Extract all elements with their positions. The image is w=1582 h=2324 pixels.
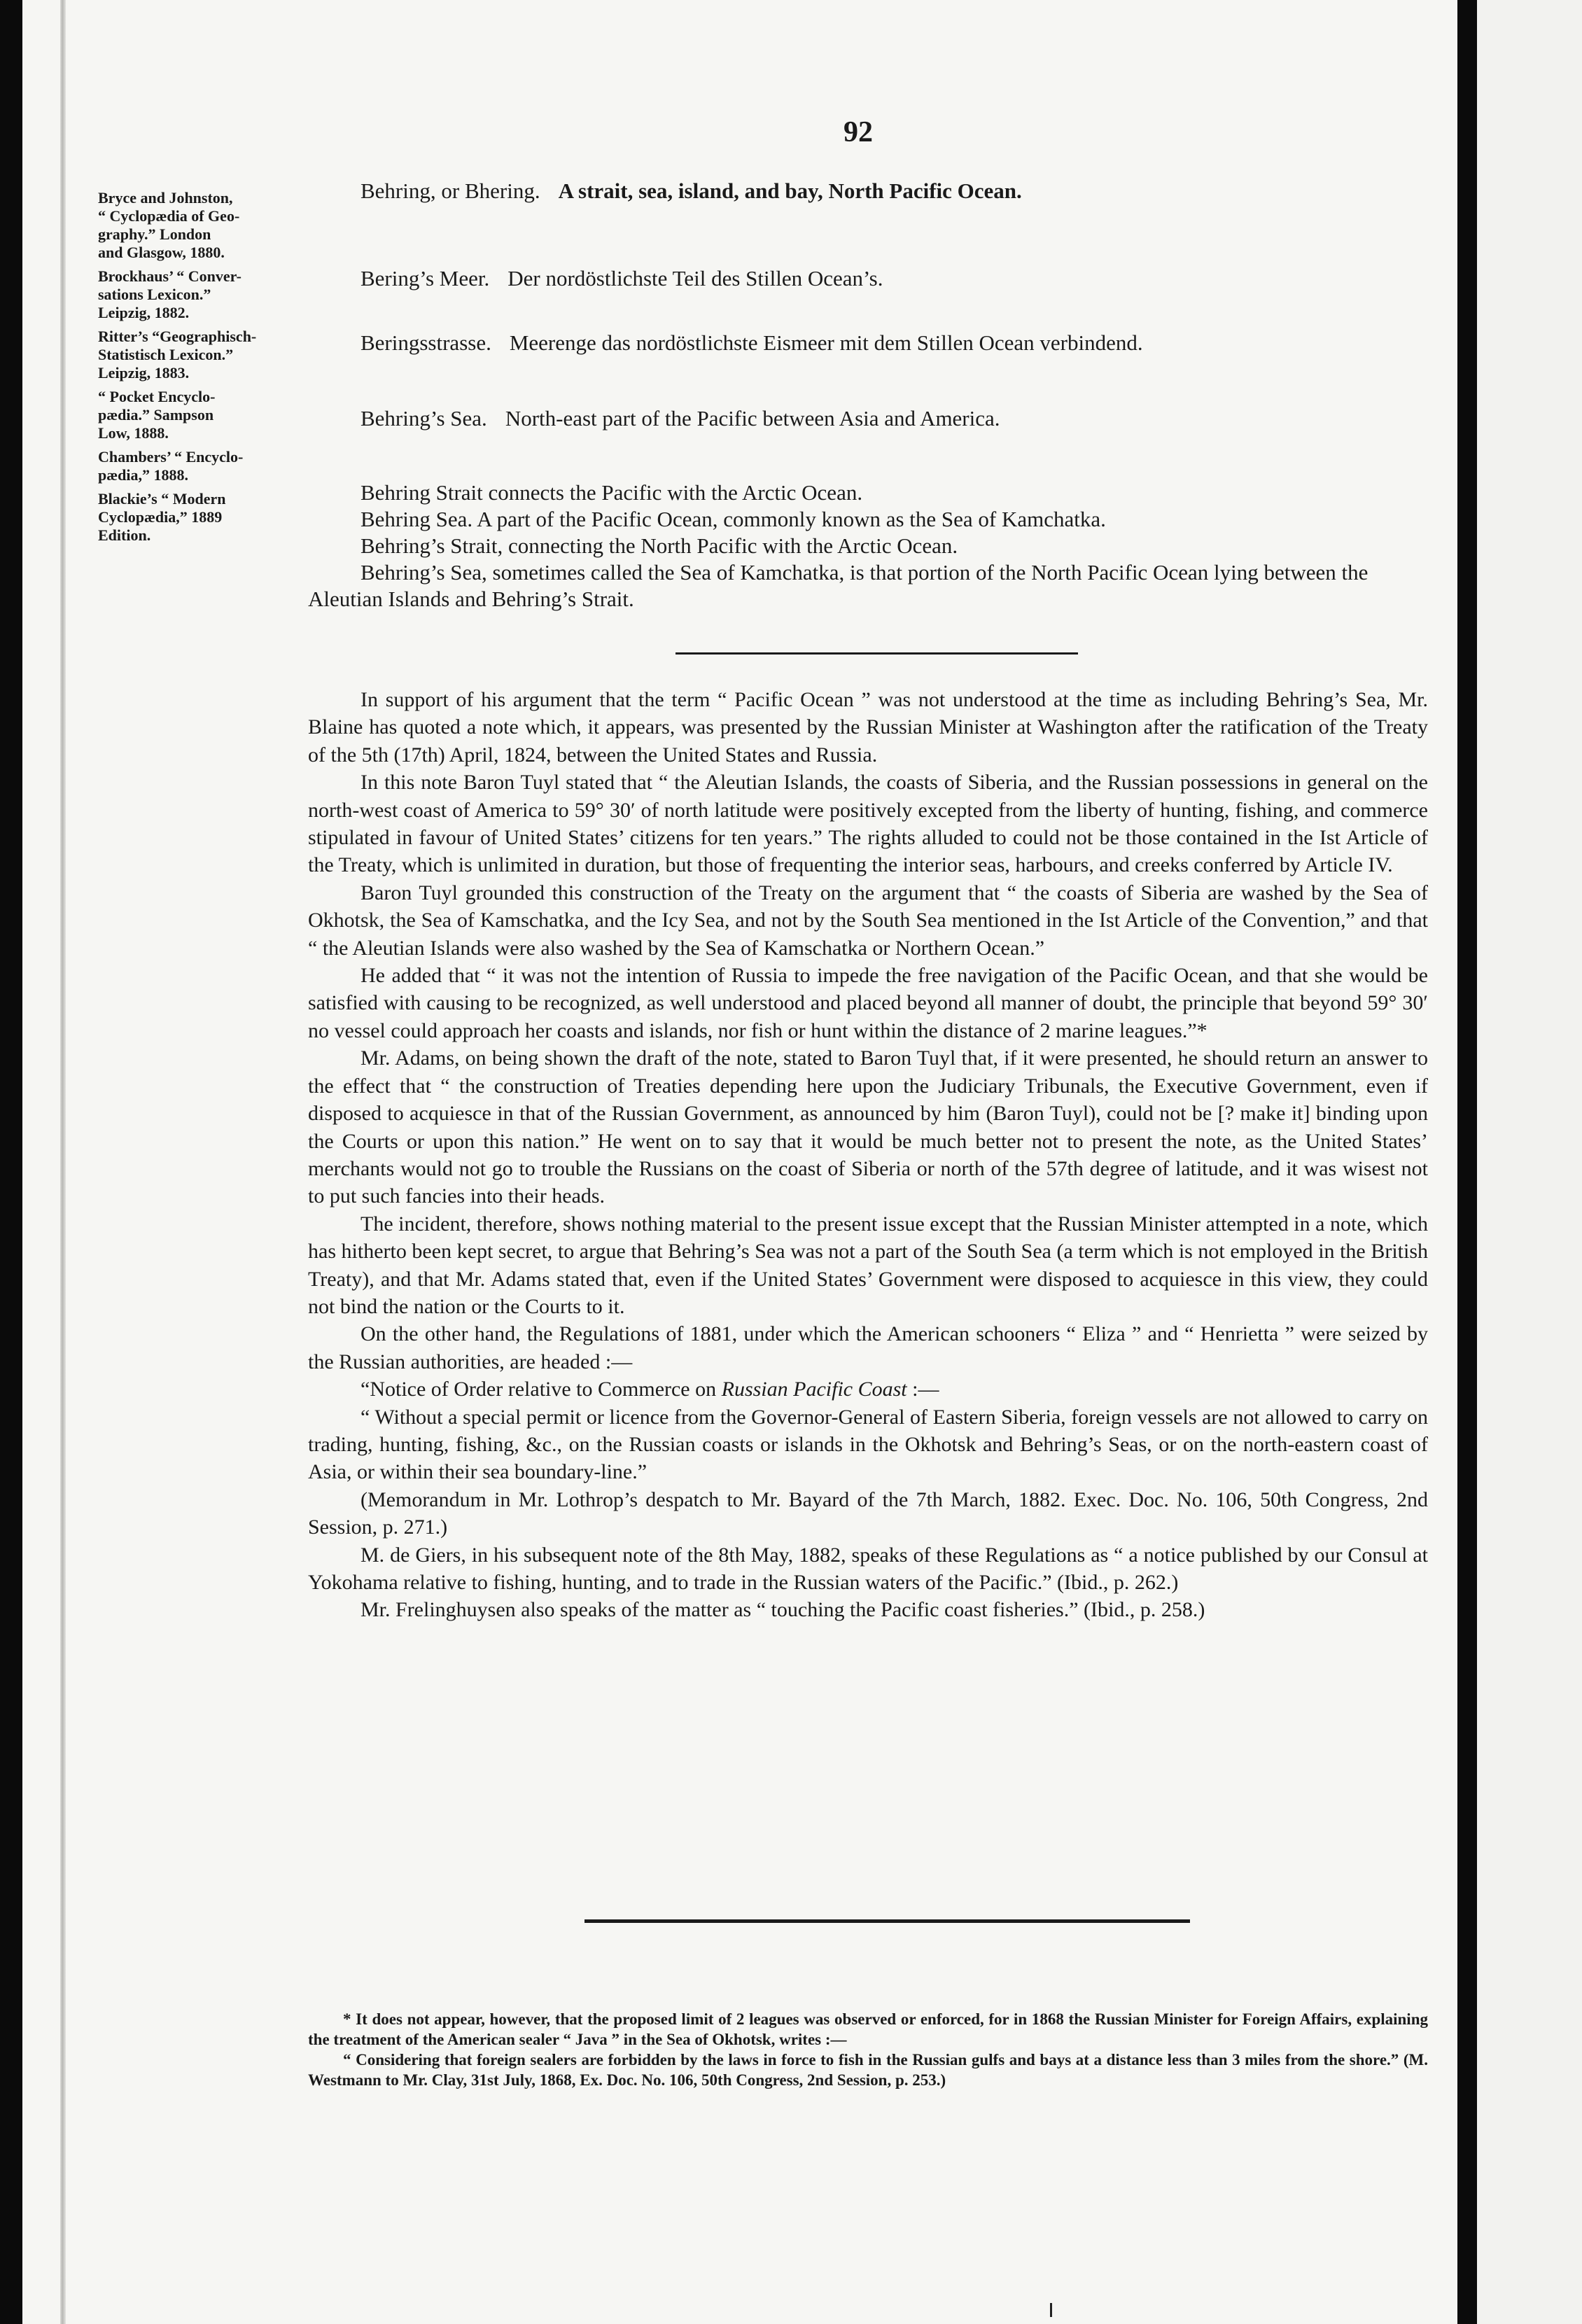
definition-text: Der nordöstlichste Teil des Stillen Ocean’s. — [507, 266, 883, 290]
paragraph: (Memorandum in Mr. Lothrop’s despatch to Mr. Bayard of the 7th March, 1882. Exec. Doc. No. 106, 50th Congress, 2nd Session, p. 271.) — [308, 1488, 1428, 1539]
source-note — [98, 189, 308, 262]
footnote: * It does not appear, however, that the proposed limit of 2 leagues was observed or enforced, for in 1868 the Russian Minister for Foreign Affairs, explaining the treatment of the American sealer “ Java ” in the Sea of Okhotsk, writes :— — [308, 2010, 1428, 2048]
section-divider — [676, 652, 1078, 654]
definition-line: Behring Sea. A part of the Pacific Ocean, commonly known as the Sea of Kamchatka. — [360, 507, 1106, 531]
source-note — [98, 328, 308, 382]
source-line: and Glasgow, 1880. — [98, 244, 225, 261]
source-line: Ritter’s “Geographisch- — [98, 328, 257, 345]
definition-entry — [360, 330, 1143, 356]
definition-entry — [360, 406, 1000, 431]
definition-text: North-east part of the Pacific between Asia and America. — [505, 406, 1000, 430]
paragraph: Mr. Adams, on being shown the draft of the note, stated to Baron Tuyl that, if it were presented, he should return an answer to the effect that “ the construction of Treaties depending here upon the Judiciary Tribunals, the Executive Government, even if disposed to acquiesce in that of the Russian Government, as announced by him (Baron Tuyl), could not be [? make it] binding upon the Courts or upon this nation.” He went on to say that it would be much better not to present the note, as the United States’ merchants would not go to trouble the Russians on the coast of Siberia or north of the 57th degree of latitude, and it was wisest not to put such fancies into their heads. — [308, 1046, 1428, 1208]
page-number: 92 — [844, 116, 873, 148]
source-line: Bryce and Johnston, — [98, 189, 233, 206]
notice-heading — [308, 1376, 1428, 1403]
source-note — [98, 267, 308, 322]
source-line: Chambers’ “ Encyclo- — [98, 448, 244, 465]
body-text — [308, 686, 1428, 1624]
definition-entry — [360, 266, 883, 291]
footnotes — [308, 2009, 1428, 2090]
page-gap — [1457, 0, 1477, 2324]
source-note — [98, 388, 308, 442]
paragraph: M. de Giers, in his subsequent note of the 8th May, 1882, speaks of these Regulations as “ a notice published by our Consul at Yokohama relative to fishing, hunting, and to trade in the Russian waters of the Pacific.” (Ibid., p. 262.) — [308, 1543, 1428, 1594]
source-line: Blackie’s “ Modern — [98, 490, 226, 507]
definition-text: A strait, sea, island, and bay, North Pacific Ocean. — [558, 178, 1022, 203]
source-line: graphy.” London — [98, 225, 211, 243]
definition-line: Behring’s Sea, sometimes called the Sea of Kamchatka, is that portion of the North Pacific Ocean lying between the Aleutian Islands and Behring’s Strait. — [308, 560, 1368, 611]
footnote: “ Considering that foreign sealers are forbidden by the laws in force to fish in the Russian gulfs and bays at a distance less than 3 miles from the shore.” (M. Westmann to Mr. Clay, 31st July, 1868, Ex. Doc. No. 106, 50th Congress, 2nd Session, p. 253.) — [308, 2051, 1428, 2089]
definition-text: Meerenge das nordöstlichste Eismeer mit dem Stillen Ocean verbindend. — [509, 330, 1143, 355]
definition-term: Behring, or Bhering. — [360, 178, 540, 203]
paragraph: On the other hand, the Regulations of 1881, under which the American schooners “ Eliza ” and “ Henrietta ” were seized by the Russian authorities, are headed :— — [308, 1322, 1428, 1373]
notice-heading-italic: Russian Pacific Coast — [721, 1378, 907, 1401]
paragraph: Baron Tuyl grounded this construction of the Treaty on the argument that “ the coasts of Siberia are washed by the Sea of Okhotsk, the Sea of Kamschatka, and the Icy Sea, and not by the South Sea mentioned in the Ist Article of the Convention,” and that “ the Aleutian Islands were also washed by the Sea of Kamschatka or Northern Ocean.” — [308, 881, 1428, 960]
source-line: “ Cyclopædia of Geo- — [98, 207, 240, 225]
paragraph: He added that “ it was not the intention of Russia to impede the free navigation of the Pacific Ocean, and that she would be satisfied with causing to be recognized, as well understood and placed beyond all manner of doubt, the principle that beyond 59° 30′ no vessel could approach her coasts and islands, nor fish or hunt within the distance of 2 marine leagues.”* — [308, 964, 1428, 1042]
definition-stack — [308, 479, 1428, 612]
source-line: Statistisch Lexicon.” — [98, 346, 234, 363]
definition-term: Beringsstrasse. — [360, 330, 491, 355]
source-line: Brockhaus’ “ Conver- — [98, 267, 241, 285]
definition-term: Bering’s Meer. — [360, 266, 490, 290]
notice-heading-suffix: :— — [906, 1378, 939, 1401]
margin-sources — [98, 189, 308, 550]
paragraph: Mr. Frelinghuysen also speaks of the matter as “ touching the Pacific coast fisheries.” (Ibid., p. 258.) — [360, 1598, 1205, 1622]
footnote-divider — [584, 1919, 1190, 1923]
scan-mark — [1050, 2303, 1052, 2317]
paragraph: “ Without a special permit or licence from the Governor-General of Eastern Siberia, foreign vessels are not allowed to carry on trading, hunting, fishing, &c., on the Russian coasts or islands in the Okhotsk and Behring’s Seas, or on the north-eastern coast of Asia, or within their sea boundary-line.” — [308, 1405, 1428, 1484]
definition-term: Behring’s Sea. — [360, 406, 487, 430]
definition-line: Behring Strait connects the Pacific with the Arctic Ocean. — [360, 480, 863, 505]
source-line: sations Lexicon.” — [98, 286, 211, 303]
notice-heading-prefix: “Notice of Order relative to Commerce on — [360, 1378, 722, 1401]
source-line: Cyclopædia,” 1889 — [98, 508, 223, 526]
source-note — [98, 490, 308, 545]
definition-line: Behring’s Strait, connecting the North Pacific with the Arctic Ocean. — [360, 533, 958, 558]
page-gutter-shadow — [60, 0, 66, 2324]
source-line: Leipzig, 1882. — [98, 304, 190, 321]
source-line: Edition. — [98, 526, 151, 544]
source-line: Low, 1888. — [98, 424, 169, 442]
source-line: pædia,” 1888. — [98, 466, 188, 484]
source-line: “ Pocket Encyclo- — [98, 388, 216, 405]
source-line: pædia.” Sampson — [98, 406, 214, 424]
paragraph: In this note Baron Tuyl stated that “ the Aleutian Islands, the coasts of Siberia, and the Russian possessions in general on the north-west coast of America to 59° 30′ of north latitude were positively excepted from the liberty of hunting, fishing, and commerce stipulated in favour of United States’ citizens for ten years.” The rights alluded to could not be those contained in the Ist Article of the Treaty, which is unlimited in duration, but those of frequenting the interior seas, harbours, and creeks conferred by Article IV. — [308, 771, 1428, 877]
source-line: Leipzig, 1883. — [98, 364, 190, 382]
next-page-edge — [1477, 0, 1582, 2324]
paragraph: In support of his argument that the term “ Pacific Ocean ” was not understood at the time as including Behring’s Sea, Mr. Blaine has quoted a note which, it appears, was presented by the Russian Minister at Washington after the ratification of the Treaty of the 5th (17th) April, 1824, between the United States and Russia. — [308, 688, 1428, 766]
definition-entry — [360, 178, 1022, 204]
source-note — [98, 448, 308, 484]
paragraph: The incident, therefore, shows nothing material to the present issue except that the Russian Minister attempted in a note, which has hitherto been kept secret, to argue that Behring’s Sea was not a part of the South Sea (a term which is not employed in the British Treaty), and that Mr. Adams stated that, even if the United States’ Government were disposed to acquiesce in this view, they could not bind the nation or the Courts to it. — [308, 1212, 1428, 1318]
